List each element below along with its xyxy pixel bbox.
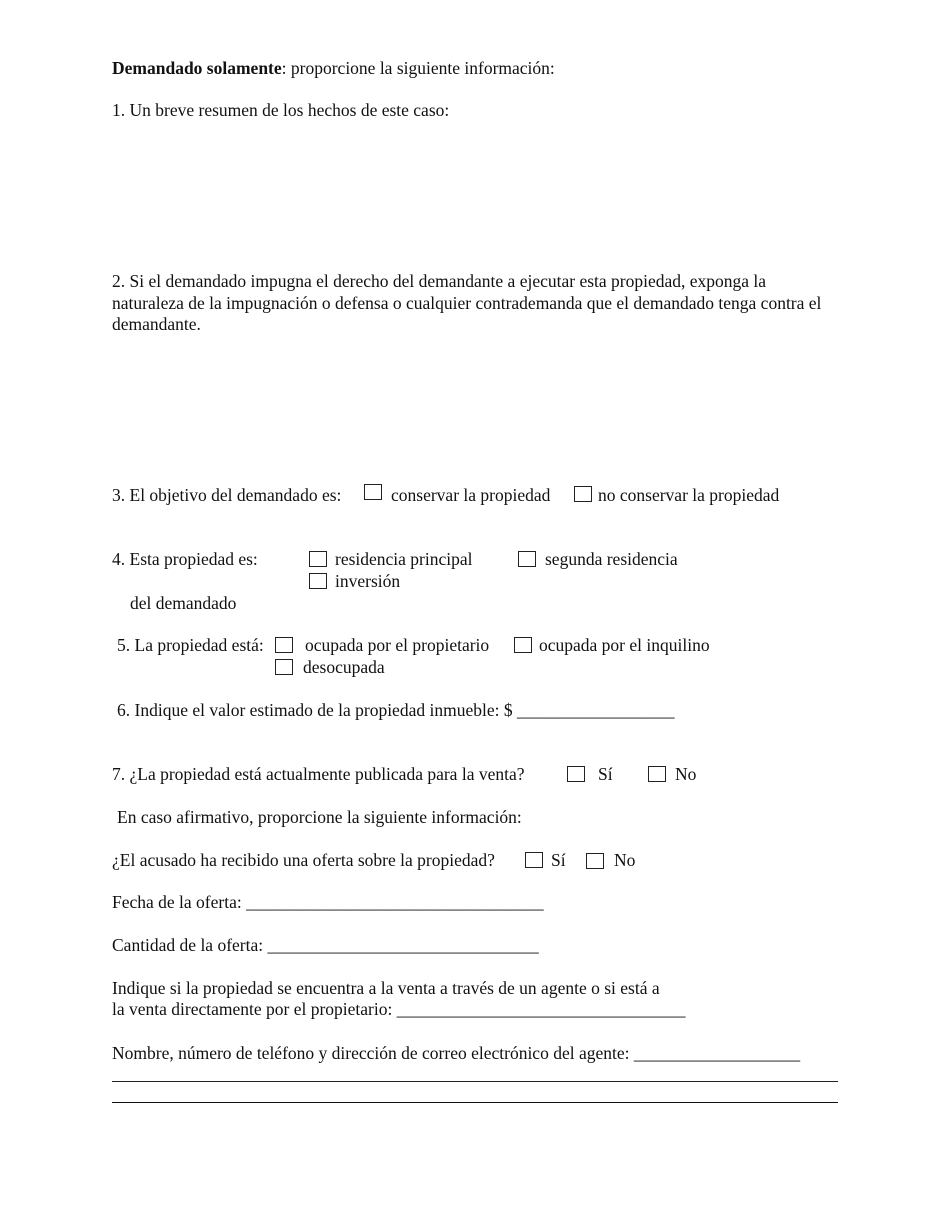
tenant-occupied-checkbox[interactable] xyxy=(514,637,532,653)
listed-yes-checkbox[interactable] xyxy=(567,766,585,782)
owner-occupied-label: ocupada por el propietario xyxy=(305,635,490,655)
offer-date-field[interactable]: Fecha de la oferta: __________________________________ xyxy=(112,892,544,912)
heading-bold: Demandado solamente xyxy=(112,58,282,78)
offer-amount-field[interactable]: Cantidad de la oferta: _______________________________ xyxy=(112,935,539,955)
heading-rest: : proporcione la siguiente información: xyxy=(281,58,555,78)
listed-yes-label: Sí xyxy=(598,764,613,784)
estimated-value-field[interactable]: 6. Indique el valor estimado de la propiedad inmueble: $ __________________ xyxy=(117,700,675,720)
question-7-label: 7. ¿La propiedad está actualmente publicada para la venta? xyxy=(112,764,525,784)
offer-yes-label: Sí xyxy=(551,850,566,870)
investment-checkbox[interactable] xyxy=(309,573,327,589)
listed-no-label: No xyxy=(675,764,697,784)
agent-sale-field[interactable]: la venta directamente por el propietario: _________________________________ xyxy=(112,999,686,1019)
question-1-label: 1. Un breve resumen de los hechos de este caso: xyxy=(112,100,450,120)
offer-yes-checkbox[interactable] xyxy=(525,852,543,868)
offer-question-label: ¿El acusado ha recibido una oferta sobre la propiedad? xyxy=(112,850,495,870)
question-2-label: 2. Si el demandado impugna el derecho del demandante a ejecutar esta propiedad, exponga la naturaleza de la impugnación o defensa o cualquier contrademanda que el demandado tenga contra el demandante. xyxy=(112,271,822,334)
agent-info-blank-line[interactable] xyxy=(112,1081,838,1082)
question-3-label: 3. El objetivo del demandado es: xyxy=(112,485,342,505)
question-5-label: 5. La propiedad está: xyxy=(117,635,264,655)
offer-no-label: No xyxy=(614,850,636,870)
primary-residence-label: residencia principal xyxy=(335,549,473,569)
not-keep-property-label: no conservar la propiedad xyxy=(598,485,780,505)
if-yes-instruction: En caso afirmativo, proporcione la siguiente información: xyxy=(117,807,522,827)
agent-info-field[interactable]: Nombre, número de teléfono y dirección de correo electrónico del agente: ___________________ xyxy=(112,1043,801,1063)
investment-label: inversión xyxy=(335,571,401,591)
question-4-label: 4. Esta propiedad es: xyxy=(112,549,258,569)
offer-no-checkbox[interactable] xyxy=(586,853,604,869)
listed-no-checkbox[interactable] xyxy=(648,766,666,782)
agent-info-blank-line-2[interactable] xyxy=(112,1102,838,1103)
question-4-sublabel: del demandado xyxy=(130,593,237,613)
second-residence-checkbox[interactable] xyxy=(518,551,536,567)
owner-occupied-checkbox[interactable] xyxy=(275,637,293,653)
primary-residence-checkbox[interactable] xyxy=(309,551,327,567)
agent-sale-label: Indique si la propiedad se encuentra a la venta a través de un agente o si está a xyxy=(112,978,660,998)
tenant-occupied-label: ocupada por el inquilino xyxy=(539,635,710,655)
second-residence-label: segunda residencia xyxy=(545,549,678,569)
keep-property-label: conservar la propiedad xyxy=(391,485,551,505)
vacant-checkbox[interactable] xyxy=(275,659,293,675)
keep-property-checkbox[interactable] xyxy=(364,484,382,500)
vacant-label: desocupada xyxy=(303,657,385,677)
not-keep-property-checkbox[interactable] xyxy=(574,486,592,502)
section-heading xyxy=(112,57,555,79)
